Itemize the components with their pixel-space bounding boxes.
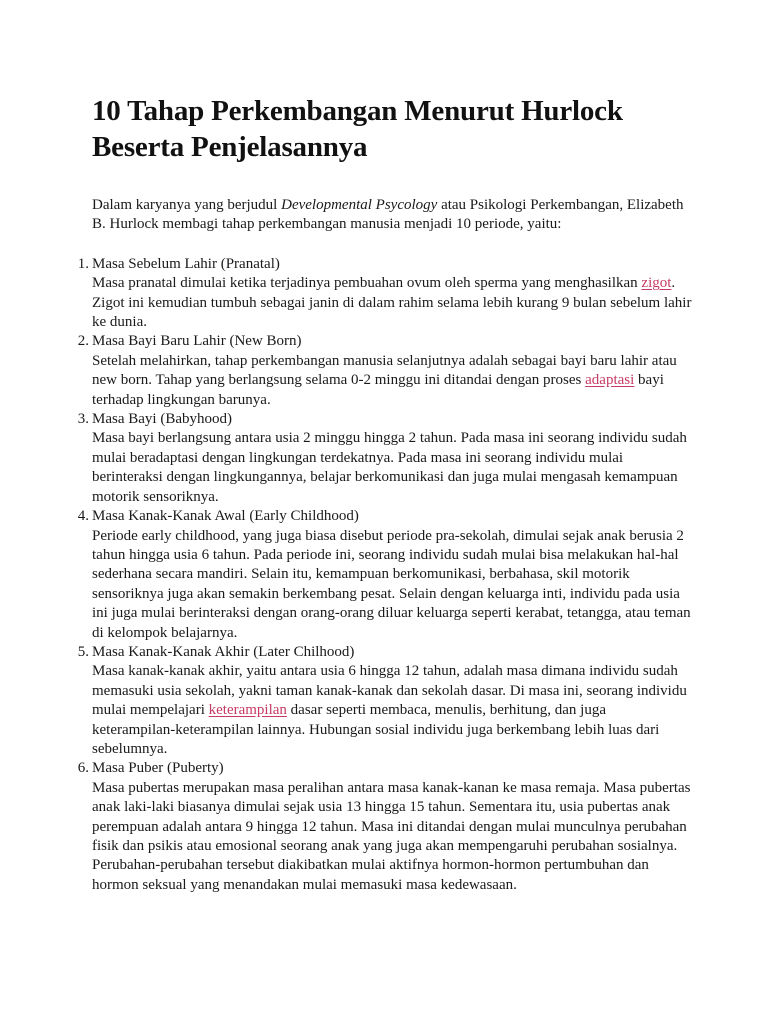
- desc-text: Masa pranatal dimulai ketika terjadinya pembuahan ovum oleh sperma yang menghasilkan: [92, 275, 642, 292]
- intro-paragraph: [92, 196, 692, 235]
- stage-description: [92, 274, 692, 332]
- stage-title: Masa Kanak-Kanak Awal (Early Childhood): [92, 508, 359, 525]
- stage-title: Masa Bayi Baru Lahir (New Born): [92, 333, 302, 350]
- intro-text-after: atau Psikologi Perkembangan, Elizabeth B. Hurlock membagi tahap perkembangan manusia menjadi 10 periode, yaitu:: [92, 197, 684, 233]
- title-line-1: 10 Tahap Perkembangan Menurut Hurlock: [92, 95, 623, 127]
- list-item: [77, 759, 692, 895]
- list-item: [77, 643, 692, 759]
- list-number: 6.: [77, 760, 89, 777]
- stage-title: Masa Bayi (Babyhood): [92, 411, 232, 428]
- list-item: [77, 507, 692, 643]
- desc-text: Masa kanak-kanak akhir, yaitu antara usia 6 hingga 12 tahun, adalah masa dimana individu sudah memasuki usia sekolah, yakni taman kanak-kanak dan sekolah dasar. Di masa ini, seorang individu mulai mempelajari: [92, 663, 687, 719]
- intro-text-before: Dalam karyanya yang berjudul: [92, 197, 282, 213]
- desc-text: bayi terhadap lingkungan barunya.: [92, 372, 664, 408]
- list-number: 5.: [77, 643, 89, 660]
- page-title: [92, 93, 692, 165]
- stage-description: Masa pubertas merupakan masa peralihan antara masa kanak-kanan ke masa remaja. Masa pubertas anak laki-laki biasanya dimulai sejak usia 13 hingga 15 tahun. Sementara itu, usia pubertas anak perempuan adalah antara 9 hingga 12 tahun. Masa ini ditandai dengan mulai munculnya perubahan fisik dan psikis atau emosional seorang anak yang juga akan mempengaruhi perubahan sosialnya. Perubahan-perubahan tersebut diakibatkan mulai aktifnya hormon-hormon pertumbuhan dan hormon seksual yang menandakan mulai memasuki masa kedewasaan.: [92, 779, 691, 893]
- stage-title: Masa Kanak-Kanak Akhir (Later Chilhood): [92, 643, 355, 660]
- stage-title: Masa Puber (Puberty): [92, 760, 224, 777]
- list-number: 3.: [77, 411, 89, 428]
- stage-description: [92, 662, 692, 759]
- stage-description: Masa bayi berlangsung antara usia 2 minggu hingga 2 tahun. Pada masa ini seorang individu sudah mulai beradaptasi dengan lingkungan terdekatnya. Pada masa ini seorang individu mulai berinteraksi dengan lingkungannya, belajar berkomunikasi dan juga mulai mengasah kemampuan motorik sensoriknya.: [92, 430, 687, 505]
- title-line-2: Beserta Penjelasannya: [92, 131, 368, 163]
- desc-text: Setelah melahirkan, tahap perkembangan manusia selanjutnya adalah sebagai bayi baru lahir atau new born. Tahap yang berlangsung selama 0-2 minggu ini ditandai dengan proses: [92, 352, 677, 389]
- stage-description: Periode early childhood, yang juga biasa disebut periode pra-sekolah, dimulai sejak anak berusia 2 tahun hingga usia 6 tahun. Pada periode ini, seorang individu sudah mulai bisa melakukan hal-hal sederhana secara mandiri. Selain itu, kemampuan berkomunikasi, berbahasa, skil motorik sensoriknya juga akan semakin berkembang pesat. Selain dengan keluarga inti, individu pada usia ini juga mulai berinteraksi dengan orang-orang diluar keluarga seperti kerabat, tetangga, atau teman di kelompok belajarnya.: [92, 527, 691, 641]
- list-number: 2.: [77, 333, 89, 350]
- intro-book-title: Developmental Psycology: [281, 197, 438, 213]
- list-number: 4.: [77, 508, 89, 525]
- link-zigot[interactable]: zigot: [641, 275, 672, 292]
- list-item: [77, 255, 692, 333]
- desc-text: dasar seperti membaca, menulis, berhitung, dan juga keterampilan-keterampilan lainnya. Hubungan sosial individu juga berkembang lebih luas dari sebelumnya.: [92, 702, 660, 757]
- stage-title: Masa Sebelum Lahir (Pranatal): [92, 255, 280, 272]
- document-page: [77, 93, 692, 895]
- stage-list: [77, 255, 692, 895]
- stage-description: [92, 352, 692, 410]
- link-keterampilan[interactable]: keterampilan: [208, 702, 287, 719]
- desc-text: . Zigot ini kemudian tumbuh sebagai janin di dalam rahim selama lebih kurang 9 bulan sebelum lahir ke dunia.: [92, 275, 692, 331]
- list-number: 1.: [77, 255, 89, 272]
- list-item: [77, 332, 692, 410]
- link-adaptasi[interactable]: adaptasi: [585, 372, 635, 389]
- list-item: [77, 410, 692, 507]
